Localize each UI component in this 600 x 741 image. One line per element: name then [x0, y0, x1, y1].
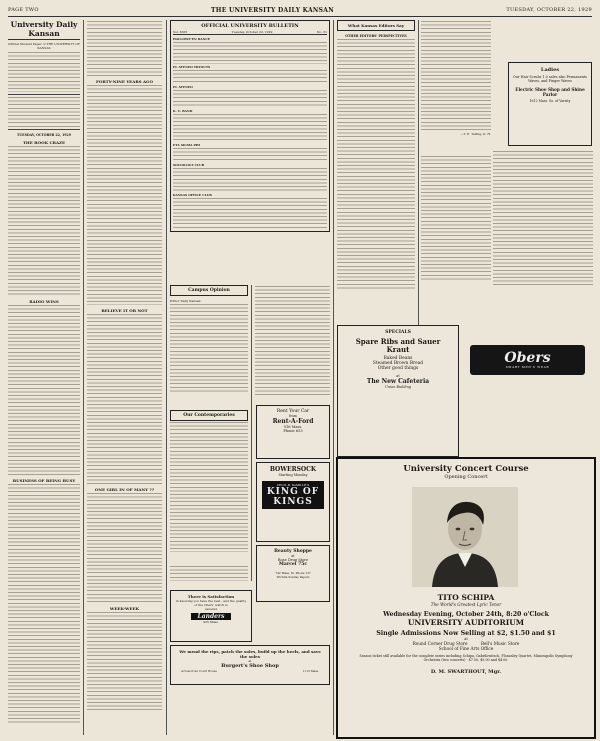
rent-line-3: Rent-A-Ford: [272, 418, 314, 425]
masthead: University Daily Kansan: [8, 20, 80, 40]
feature-heading-4: WEEK-WEEK: [109, 606, 140, 611]
rent-line-5: Phone 653: [283, 429, 303, 433]
bowersock-director: CECIL B. DeMILLE'S: [276, 483, 310, 487]
dateline: TUESDAY, OCTOBER 22, 1929: [17, 133, 71, 137]
beauty-line-5: 742 Mass. St. Phone 137: [275, 571, 311, 575]
beauty-shoppe-ad: [256, 545, 330, 602]
specials-ad: [337, 325, 459, 457]
concert-when: Wednesday Evening, October 24th, 8:20 o'Clock: [383, 611, 549, 618]
ladies-title: Ladies: [540, 67, 560, 73]
specials-title: SPECIALS: [385, 330, 411, 335]
landers-line-2: in knowing you have the best - and the quality of the Obers' watch is: [175, 599, 247, 607]
concert-ad: [336, 457, 596, 739]
performer-description: The World's Greatest Lyric Tenor: [430, 602, 502, 607]
editorial-heading-3: BUSINESS OF BEING BUSY: [12, 478, 76, 483]
bulletin-item-2: EL ATENEO TRYOUTS: [173, 65, 211, 69]
bulletin-date: Tuesday, October 22, 1929: [231, 30, 273, 34]
season-ticket-note: Season ticket still available for the complete series including Schipa, Gabrilowitsch, Flonzaley Quartet, Minneapolis Symphony Orchestra (two concerts) - $7.50, $5.00 and $4.00.: [359, 654, 573, 663]
ladies-address: 1612 Mass. So. of Varsity: [529, 99, 571, 103]
bulletin-vol: Vol. XXVI: [173, 30, 188, 34]
feature-heading-1: FORTY-NINE YEARS AGO: [96, 79, 153, 84]
burgerts-location: Across from Court House: [181, 669, 217, 673]
concert-manager: D. M. SWARTHOUT, Mgr.: [430, 668, 502, 675]
landers-ad: [170, 590, 252, 642]
burgerts-shoe-ad: [170, 645, 330, 685]
ladies-services: Our Hair Scrubs 1.0 sales also Permanents Waves, and Finger Waves: [513, 75, 588, 83]
campus-opinion-salutation: Editor Daily Kansan:: [170, 299, 202, 303]
bulletin-item-3: EL ATENEO: [173, 85, 193, 89]
landers-logo: Landers: [191, 613, 231, 620]
rent-line-2: from: [289, 414, 297, 418]
contemporaries-title: Our Contemporaries: [170, 410, 248, 421]
bulletin-item-7: KANSAS OFFICE CLUB: [173, 193, 212, 197]
landers-line-3: assured: [205, 607, 217, 611]
landers-address: 925 Mass.: [203, 620, 219, 624]
beauty-line-1: Beauty Shoppe: [274, 549, 312, 554]
rent-a-ford-ad: [256, 405, 330, 459]
beauty-line-3: Rose Drug Store: [277, 558, 309, 562]
beauty-line-6: Wichita Sunday Papers: [276, 575, 310, 579]
kansas-editors-column: [337, 20, 415, 320]
column-news: [255, 285, 330, 400]
landers-line-1: There is Satisfaction: [187, 594, 235, 599]
burgerts-address: 1113 Mass.: [302, 669, 319, 673]
obers-tagline: SMART MEN'S WEAR: [505, 365, 550, 369]
kansas-editors-title: What Kansas Editors Say: [337, 20, 415, 31]
column-right-news-2: [421, 155, 491, 285]
bulletin-no: No. 31: [316, 30, 327, 34]
burgerts-line-2: at: [248, 659, 252, 663]
bulletin-item-6: SOCIOLOGY CLUB: [173, 163, 205, 167]
bowersock-title: BOWERSOCK: [269, 466, 317, 473]
specials-item-4: Other good things: [377, 366, 419, 371]
bulletin-item-1: HALLOWE'EN DANCE: [173, 37, 210, 41]
feature-heading-2: BELIEVE IT OR NOT: [101, 308, 148, 313]
rent-line-4: 916 Mass.: [283, 425, 303, 429]
university-bulletin: [170, 20, 330, 285]
specials-item-1: Spare Ribs and Sauer Kraut: [355, 337, 441, 354]
rent-line-1: Rent Your Car: [276, 409, 310, 414]
column-features: [87, 20, 162, 735]
newspaper-title: THE UNIVERSITY DAILY KANSAN: [210, 6, 335, 14]
specials-item-2: Baked Beans: [383, 356, 413, 361]
ticket-outlets: Round Corner Drug Store Bell's Music Store: [412, 641, 520, 646]
obers-name: Obers: [504, 350, 551, 366]
campus-opinion-title: Campus Opinion: [170, 285, 248, 296]
bulletin-title: OFFICIAL UNIVERSITY BULLETIN: [201, 23, 299, 29]
ticket-prices: Single Admissions Now Selling at $2, $1.50 and $1: [376, 630, 556, 637]
ladies-shop-name: Electric Shoe Shop and Shine Parlor: [515, 87, 585, 97]
bulletin-item-4: K. U. BAND: [173, 109, 193, 113]
specials-item-3: Steamed Brown Bread: [372, 361, 424, 366]
ladies-ad: [508, 62, 592, 146]
concert-where: UNIVERSITY AUDITORIUM: [407, 618, 525, 627]
feature-heading-3: ONE GIRL IN OF MANY ??: [94, 487, 155, 492]
obers-logo: [470, 345, 585, 375]
concert-title: University Concert Course: [403, 464, 529, 474]
beauty-line-4: Marcel 75c: [278, 562, 308, 567]
specials-at: at: [396, 374, 400, 378]
filler-text: [170, 565, 248, 585]
bowersock-ad: [256, 462, 330, 542]
beauty-line-2: at: [291, 554, 295, 558]
burgerts-line-1: We mend the rips, patch the soles, build up the heels, and save the soles: [179, 649, 321, 659]
page-number: PAGE TWO: [8, 7, 39, 13]
contemporaries: [170, 410, 248, 560]
cafeteria-name: The New Cafeteria: [366, 378, 430, 385]
campus-opinion: [170, 285, 248, 405]
column-right-text: [421, 20, 491, 150]
editorial-heading-1: THE BOOK CRAZE: [22, 140, 66, 145]
ticket-office: School of Fine Arts Office: [438, 646, 494, 651]
issue-date: TUESDAY, OCTOBER 22, 1929: [506, 7, 592, 13]
page-header: [8, 4, 592, 17]
masthead-tagline: Official Student Paper of THE UNIVERSITY OF KANSAS: [8, 42, 80, 50]
schipa-portrait: [412, 487, 518, 587]
concert-subtitle: Opening Concert: [444, 474, 488, 480]
bowersock-starting: Starting Monday: [278, 473, 308, 477]
editor-signature: —T. E. Telling, K. H.: [460, 132, 491, 136]
cafeteria-location: Union Building: [385, 385, 411, 389]
bulletin-item-5: ETA SIGMA PHI: [173, 143, 201, 147]
ticket-at: at: [464, 637, 468, 641]
editorial-heading-2: RADIO WINS: [29, 299, 59, 304]
burgerts-name: Burgert's Shoe Shop: [221, 663, 279, 669]
column-editorial: [8, 20, 80, 735]
king-of-kings-title: KING OF KINGS: [266, 487, 320, 507]
portrait-illustration: [412, 487, 518, 587]
column-right-news: [493, 150, 593, 290]
kansas-editors-subhead: OTHER EDITORS' PERSPECTIVES: [345, 34, 407, 38]
performer-name: TITO SCHIPA: [437, 593, 495, 602]
